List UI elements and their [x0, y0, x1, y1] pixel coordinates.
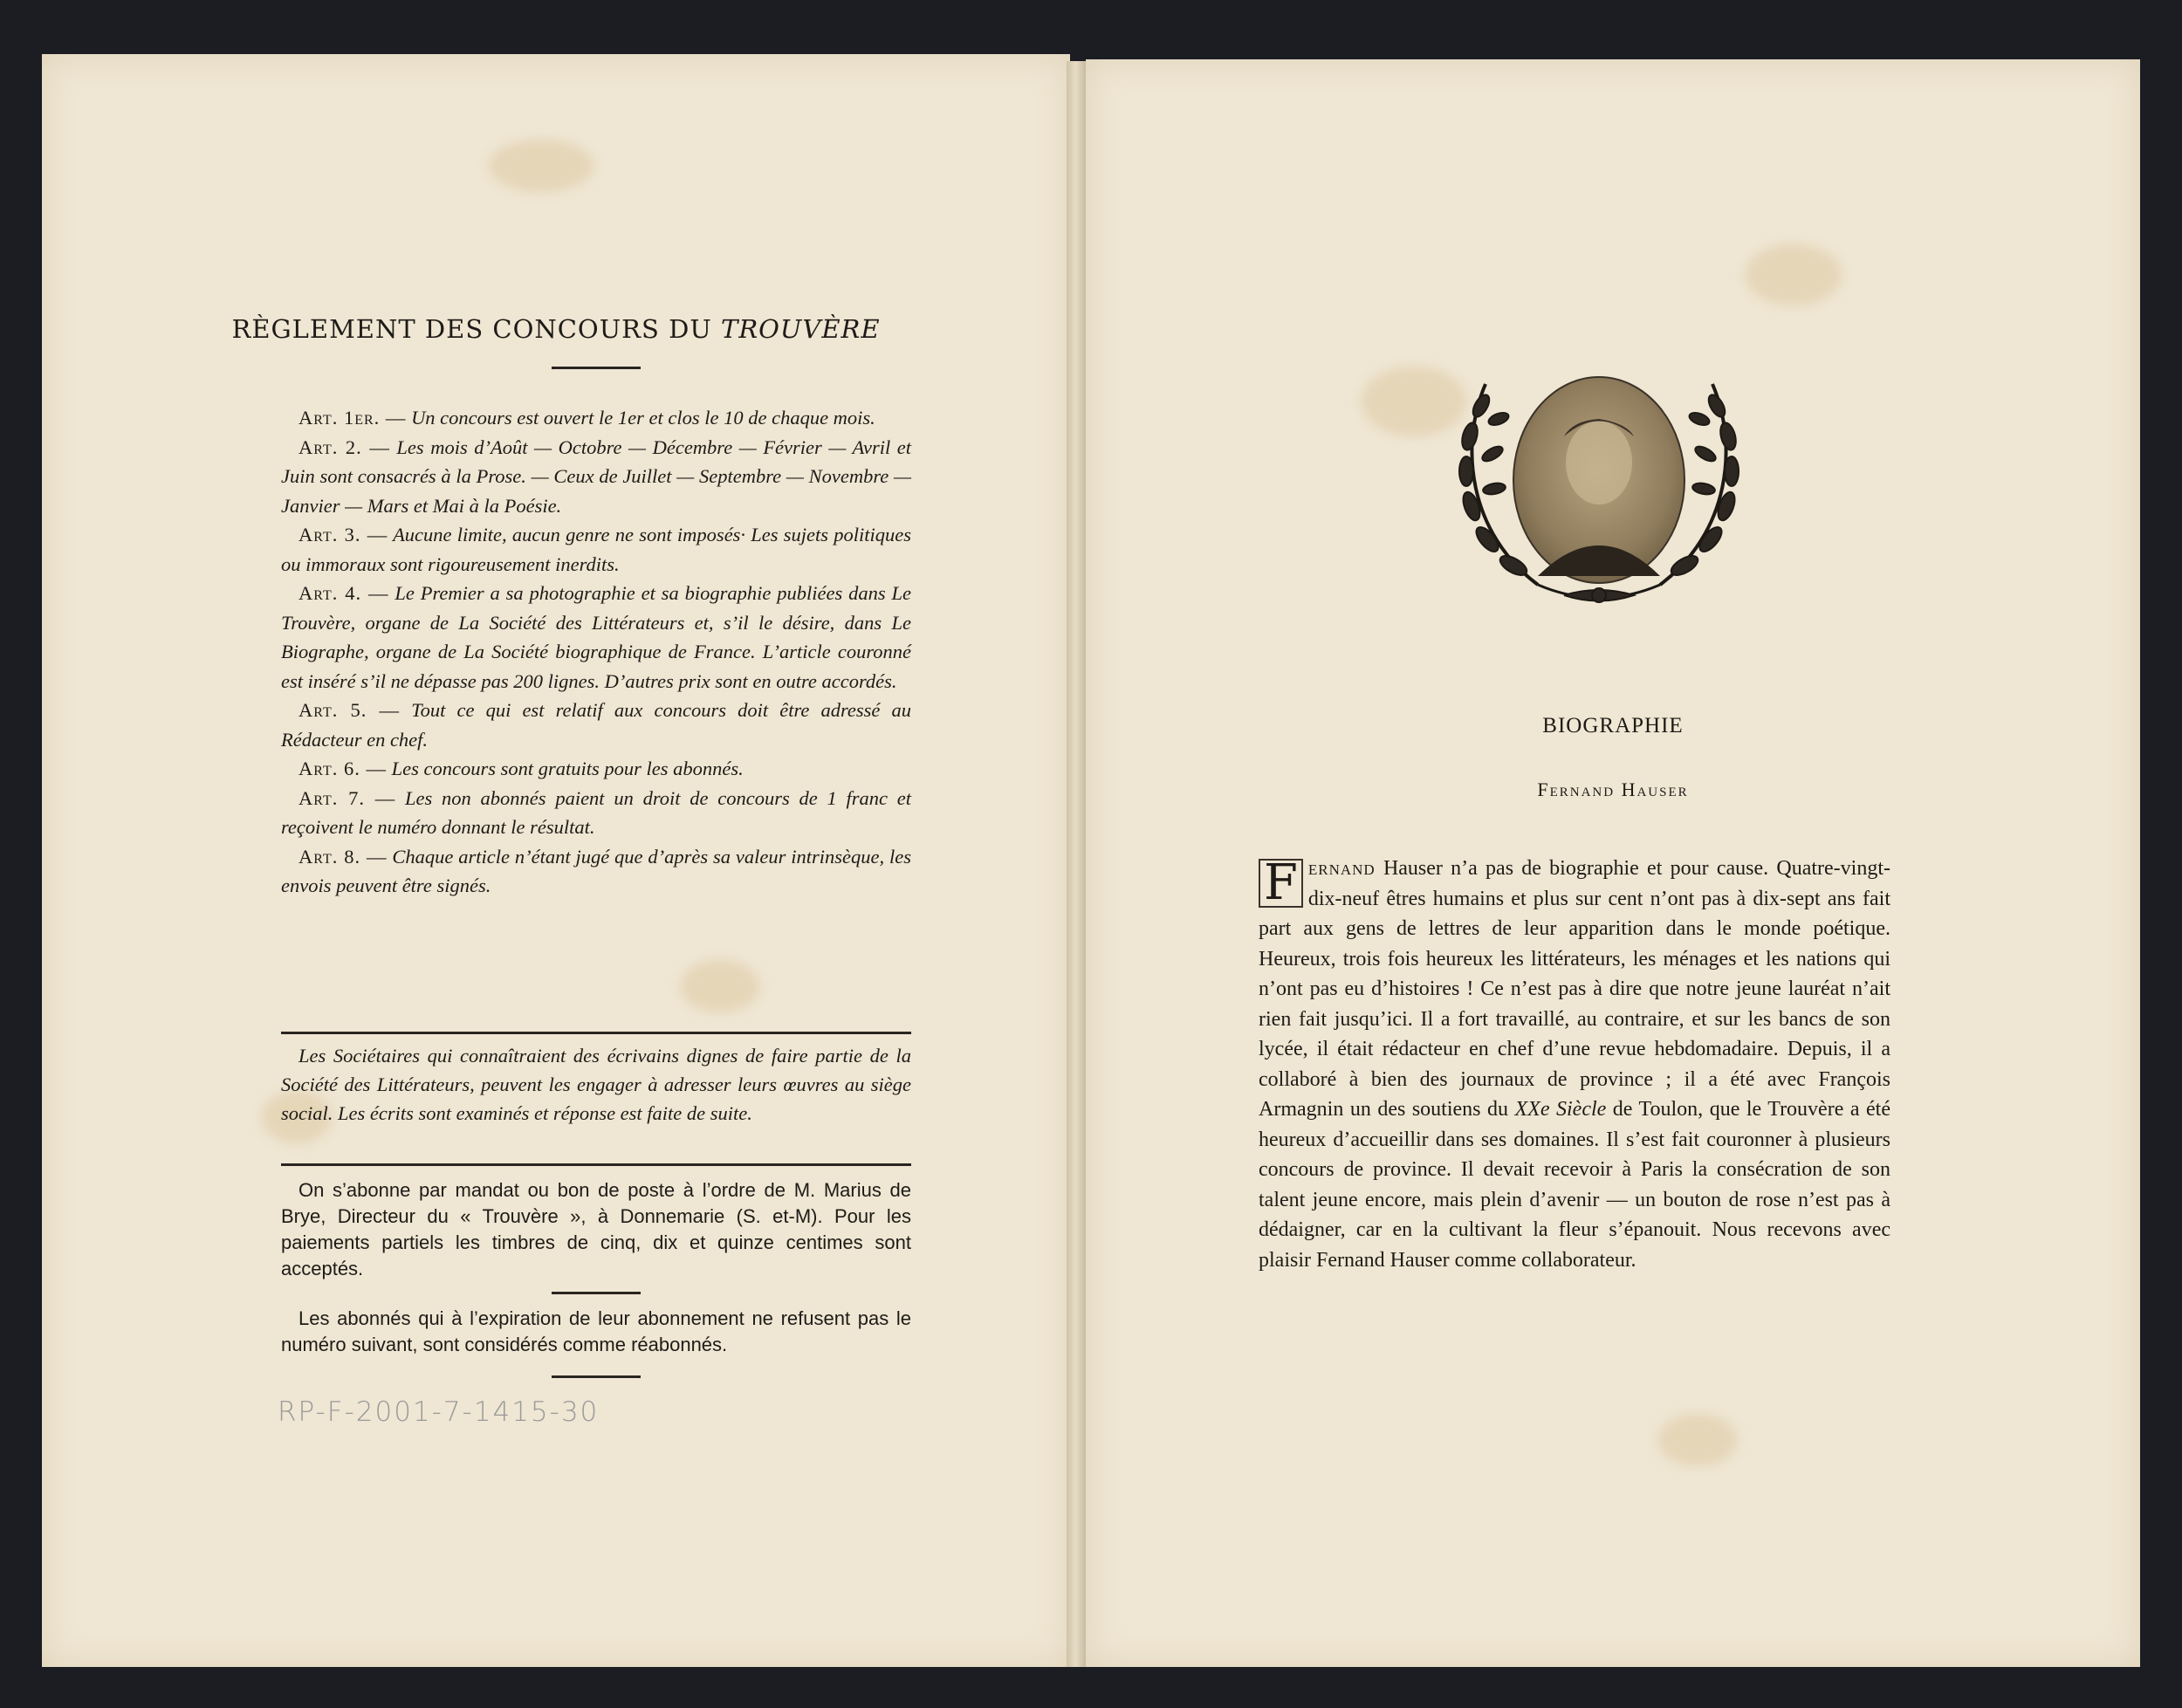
article-label: Art. 4. —: [298, 582, 389, 604]
biography-text: [1259, 854, 1890, 1275]
foxing-stain: [489, 140, 594, 192]
lead-small-caps: ernand: [1307, 857, 1376, 880]
article-text: Un concours est ouvert le 1er et clos le 10 de chaque mois.: [411, 407, 875, 429]
article-text: Les non abonnés paient un droit de concours de 1 franc et reçoivent le numéro donnant le résultat.: [281, 786, 912, 838]
bio-part-2: de Toulon, que le Trouvère a été heureux d’accueillir dans ses domaines. Il s’est fait couronner à plusieurs concours de province. Il devait recevoir à Paris la consécration de son talent jeune encore, mais plein d’avenir — un bouton de rose n’est pas à dédaigner, car en la cultivant la fleur s’épanouit. Nous recevons avec plaisir Fernand Hauser comme collaborateur.: [1259, 1098, 1890, 1272]
article-text: Tout ce qui est relatif aux concours doit être adressé au Rédacteur en chef.: [281, 699, 912, 751]
foxing-stain: [1658, 1414, 1737, 1466]
article-label: Art. 6. —: [298, 758, 387, 779]
article-5: [281, 696, 911, 754]
drop-cap: F: [1259, 859, 1303, 908]
article-label: Art. 2. —: [298, 436, 390, 458]
article-text: Les mois d’Août — Octobre — Décembre — Février — Avril et Juin sont consacrés à la Prose. — Ceux de Juillet — Septembre — Novembre — Janvier — Mars et Mai à la Poésie.: [281, 436, 912, 517]
article-2: [281, 433, 911, 521]
article-4: [281, 579, 911, 696]
members-notice: Les Sociétaires qui connaîtraient des écrivains dignes de faire partie de la Société des Littérateurs, peuvent les engager à adresser leurs œuvres au siège social. Les écrits sont examinés et réponse est faite de suite.: [281, 1045, 911, 1124]
divider: [552, 1292, 641, 1294]
divider: [552, 1375, 641, 1378]
divider: [281, 1163, 911, 1166]
article-label: Art. 5. —: [298, 699, 400, 721]
article-label: Art. 3. —: [298, 524, 388, 545]
divider: [281, 1032, 911, 1034]
divider: [552, 367, 641, 369]
article-label: Art. 7. —: [298, 786, 396, 809]
article-text: Chaque article n’étant jugé que d’après sa valeur intrinsèque, les envois peuvent être signés.: [281, 845, 911, 896]
articles-list: [281, 403, 911, 901]
article-7: [281, 784, 911, 842]
subscription-notice: On s’abonne par mandat ou bon de poste à l’ordre de M. Marius de Brye, Directeur du « Trouvère », à Donnemarie (S. et-M). Pour les paiements partiels les timbres de cinq, dix et quinze centimes sont acceptés.: [281, 1179, 911, 1279]
article-text: Aucune limite, aucun genre ne sont imposés· Les sujets politiques ou immoraux sont rigoureusement inerdits.: [281, 524, 912, 575]
article-text: Les concours sont gratuits pour les abonnés.: [391, 758, 744, 779]
bio-italic: XXe Siècle: [1514, 1098, 1607, 1121]
bio-part-1: Hauser n’a pas de biographie et pour cause. Quatre-vingt-dix-neuf êtres humains et plus sur cent n’ont pas à dix-sept ans fait part aux gens de lettres de leur apparition dans le monde poétique. Heureux, trois fois heureux les littérateurs, les ménages et les nations qui n’ont pas eu d’histoires ! Ce n’est pas à dire que notre jeune lauréat n’ait rien fait jusqu’ici. Il a fort travaillé, au contraire, et sur les bancs de son lycée, il était rédacteur en chef d’une revue hebdomadaire. Depuis, il a collaboré à bien des journaux de province ; il a été avec François Armagnin un des soutiens du: [1259, 857, 1890, 1121]
foxing-stain: [681, 960, 759, 1012]
portrait-vignette: [1433, 367, 1765, 628]
laurel-wreath-icon: [1433, 367, 1765, 628]
foxing-stain: [1746, 244, 1842, 305]
page-title: [42, 314, 1070, 344]
article-text: Le Premier a sa photographie et sa biographie publiées dans Le Trouvère, organe de La Société des Littérateurs et, s’il le désire, dans Le Biographe, organe de La Société biographique de France. L’article couronné est inséré s’il ne dépasse pas 200 lignes. D’autres prix sont en outre accordés.: [281, 582, 912, 692]
renewal-notice: Les abonnés qui à l’expiration de leur abonnement ne refusent pas le numéro suivant, sont considérés comme réabonnés.: [281, 1307, 911, 1355]
article-label: Art. 8. —: [298, 845, 388, 868]
article-3: [281, 520, 911, 579]
article-8: [281, 842, 911, 901]
biography-heading: BIOGRAPHIE: [1542, 714, 1684, 737]
title-italic: TROUVÈRE: [720, 314, 881, 344]
biography-name: Fernand Hauser: [1537, 779, 1689, 800]
article-1: [281, 403, 911, 433]
article-label: Art. 1er. —: [298, 407, 407, 429]
inventory-number: RP-F-2001-7-1415-30: [278, 1396, 600, 1428]
title-text: RÈGLEMENT DES CONCOURS DU: [231, 314, 712, 344]
article-6: [281, 754, 911, 784]
